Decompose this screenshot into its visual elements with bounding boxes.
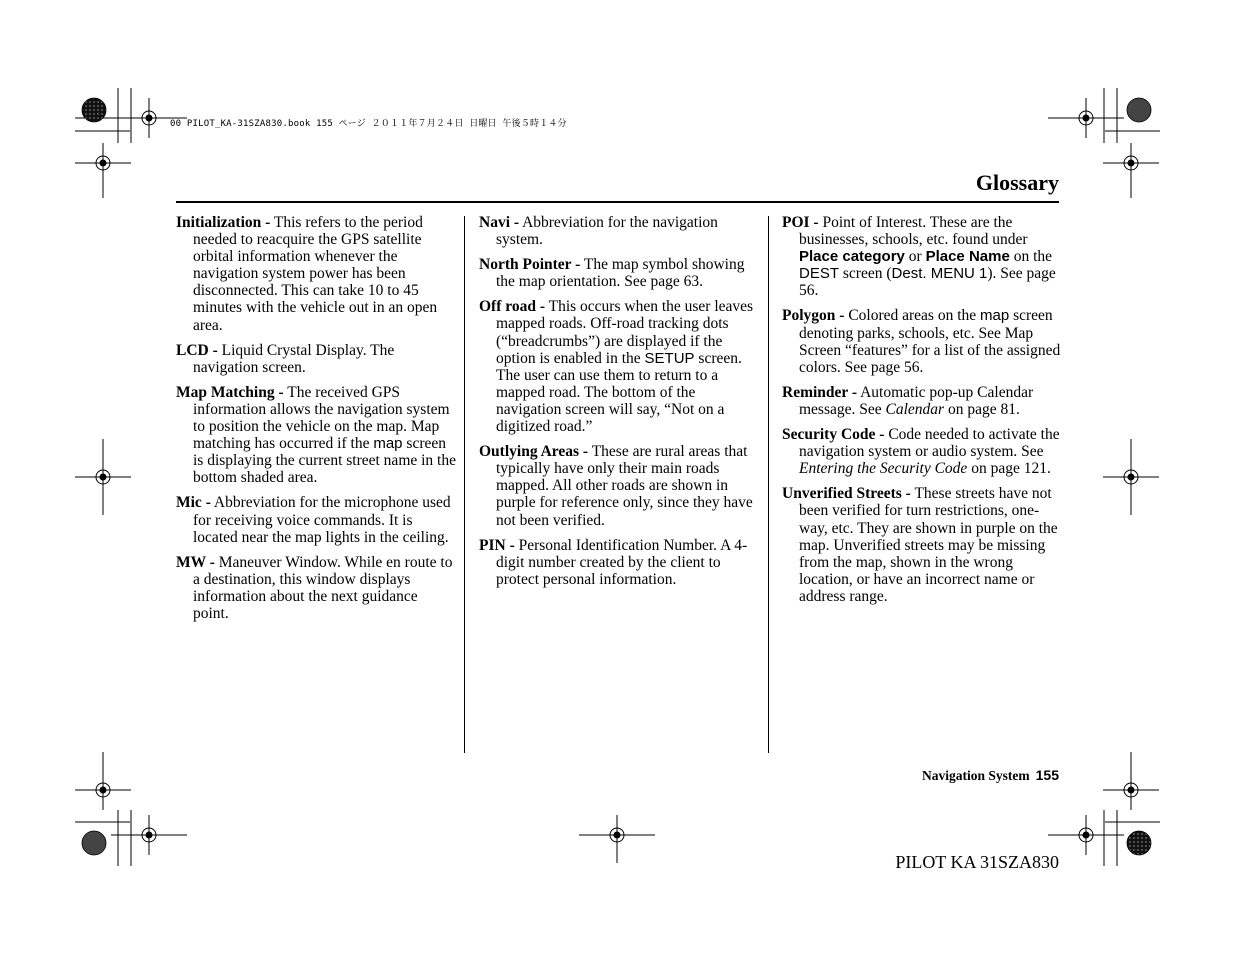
definition-text: screen denoting parks, schools, etc. See Map Screen “features” for a list of the assigned colors. See page 56. [799,307,1061,376]
footer-section-name: Navigation System [922,768,1030,783]
glossary-term: Reminder - [782,383,858,401]
definition-text: This refers to the period needed to reacquire the GPS satellite orbital information whenever the navigation system power has been disconnected. This can take 10 to 45 minutes with the vehicle out in an open area. [193,214,438,334]
definition-text: ). See page 56. [799,265,1056,300]
definition-text: The received GPS information allows the navigation system to position the vehicle on the map. Map matching has occurred if the [193,383,450,453]
glossary-column-3 [782,214,1062,613]
glossary-entry [479,214,759,248]
glossary-entry [176,342,456,376]
glossary-term: Polygon - [782,307,845,325]
definition-text: screen ( [839,265,892,283]
glossary-entry [782,485,1062,605]
glossary-term: North Pointer - [479,256,581,274]
glossary-term: PIN - [479,536,515,554]
glossary-entry [176,554,456,622]
glossary-term: LCD - [176,341,218,359]
page-number: 155 [1035,767,1059,783]
ui-reference: Dest. MENU 1 [891,265,988,283]
ui-reference: Calendar [885,400,945,418]
document-id: PILOT KA 31SZA830 [895,852,1059,872]
glossary-entry [176,384,456,487]
glossary-term: Unverified Streets - [782,485,911,503]
glossary-entry [479,537,759,588]
ui-reference: SETUP [644,349,695,367]
ui-reference: map [980,307,1010,325]
glossary-entry [176,494,456,545]
definition-text: Liquid Crystal Display. The navigation screen. [193,341,395,376]
definition-text: screen is displaying the current street name in the bottom shaded area. [193,435,456,487]
definition-text: Personal Identification Number. A 4-digit number created by the client to protect personal information. [496,536,748,588]
glossary-entry [782,384,1062,418]
glossary-term: Outlying Areas - [479,443,589,461]
glossary-term: Initialization - [176,214,271,231]
ui-reference: DEST [799,265,840,283]
glossary-term: Mic - [176,494,211,512]
column-divider [464,216,465,753]
glossary-entry [479,256,759,290]
glossary-entry [479,298,759,435]
glossary-entry [782,214,1062,299]
definition-text: on page 81. [944,400,1020,418]
ui-reference: Place category [799,248,905,266]
glossary-term: POI - [782,214,819,231]
definition-text: These are rural areas that typically have only their main roads mapped. All other roads are shown in purple for reference only, since they have not been verified. [496,443,753,529]
glossary-term: Security Code - [782,426,885,444]
definition-text: The map symbol showing the map orientation. See page 63. [496,256,745,291]
definition-text: screen. The user can use them to return to a mapped road. The bottom of the navigation screen will say, “Not on a digitized road.” [496,349,742,436]
glossary-term: Navi - [479,214,520,231]
definition-text: Maneuver Window. While en route to a destination, this window displays information about the next guidance point. [193,553,453,622]
definition-text: These streets have not been verified for turn restrictions, one-way, etc. They are shown in purple on the map. Unverified streets may be missing from the map, shown in the wrong location, or have an incorrect name or address range. [799,485,1058,605]
definition-text: Abbreviation for the navigation system. [496,214,718,249]
column-divider [768,216,769,753]
ui-reference: Entering the Security Code [799,460,968,478]
definition-text: Code needed to activate the navigation system or audio system. See [799,426,1060,461]
ui-reference: Place Name [925,248,1010,266]
definition-text: Point of Interest. These are the businesses, schools, etc. found under [799,214,1028,249]
definition-text: Colored areas on the [844,307,981,325]
glossary-entry [782,426,1062,477]
title-rule [176,201,1059,203]
glossary-entry [176,214,456,334]
definition-text: Automatic pop-up Calendar message. See [799,383,1034,418]
definition-text: This occurs when the user leaves mapped roads. Off-road tracking dots (“breadcrumbs”) are displayed if the option is enabled in the [496,298,754,367]
glossary-column-2 [479,214,759,596]
ui-reference: map [373,435,403,453]
glossary-column-1 [176,214,456,630]
glossary-entry [479,443,759,528]
glossary-term: MW - [176,553,215,571]
glossary-term: Off road - [479,298,546,316]
print-header: 00 PILOT_KA-31SZA830.book 155 ページ ２０１１年７月２４日 日曜日 午後５時１４分 [170,119,567,129]
definition-text: on page 121. [967,460,1051,478]
definition-text: or [904,248,926,266]
definition-text: Abbreviation for the microphone used for receiving voice commands. It is located near the map lights in the ceiling. [193,494,451,546]
footer-section [922,767,1059,784]
glossary-entry [782,307,1062,375]
glossary-term: Map Matching - [176,383,284,401]
page-title: Glossary [975,170,1059,195]
definition-text: on the [1009,248,1052,266]
